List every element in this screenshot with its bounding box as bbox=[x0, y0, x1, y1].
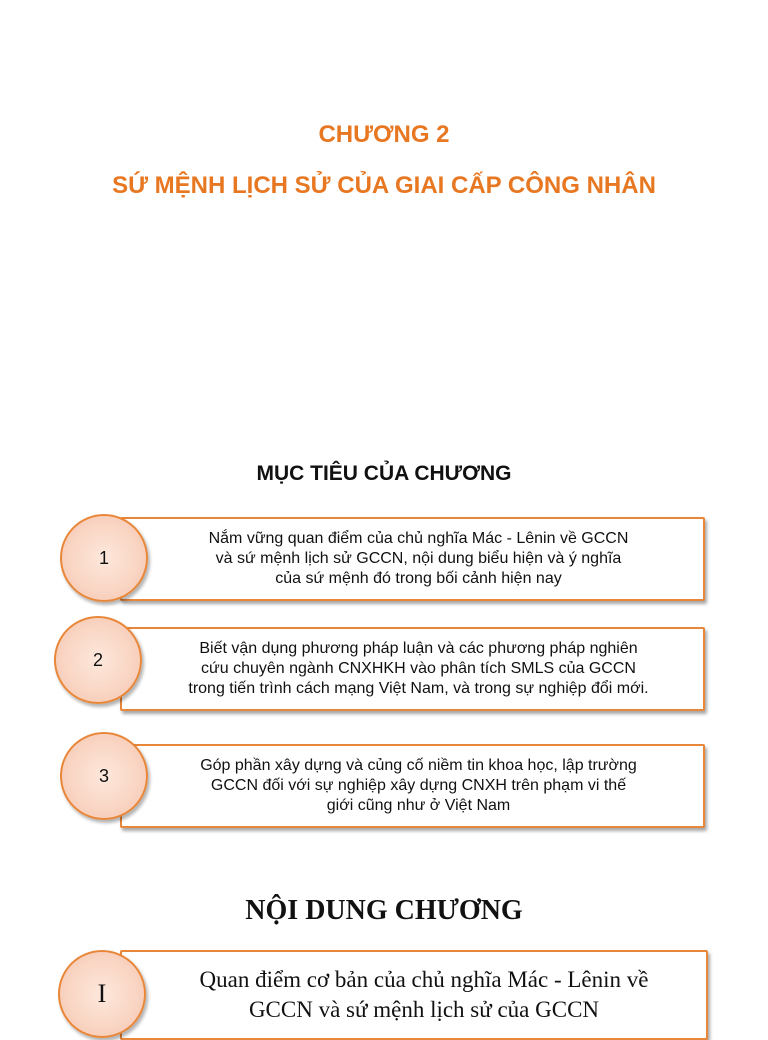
objective-card-2 bbox=[120, 627, 705, 711]
chapter-number: CHƯƠNG 2 bbox=[318, 121, 450, 148]
objectives-heading: MỤC TIÊU CỦA CHƯƠNG bbox=[256, 462, 512, 485]
objective-card-1 bbox=[120, 517, 705, 601]
content-text-1: Quan điểm cơ bản của chủ nghĩa Mác - Lênin về GCCN và sứ mệnh lịch sử của GCCN bbox=[199, 967, 649, 1022]
objective-marker-1: 1 bbox=[60, 514, 148, 602]
objective-text-2: Biết vận dụng phương pháp luận và các phương pháp nghiên cứu chuyên ngành CNXHKH vào phân tích SMLS của GCCN trong tiến trình cách mạng Việt Nam, và trong sự nghiệp đổi mới. bbox=[188, 640, 649, 697]
objective-marker-2: 2 bbox=[54, 616, 142, 704]
objective-marker-3: 3 bbox=[60, 732, 148, 820]
content-marker-1: I bbox=[58, 950, 146, 1038]
content-card-1 bbox=[120, 950, 708, 1040]
chapter-title: SỨ MỆNH LỊCH SỬ CỦA GIAI CẤP CÔNG NHÂN bbox=[112, 172, 656, 199]
contents-heading: NỘI DUNG CHƯƠNG bbox=[245, 895, 523, 926]
objective-text-1: Nắm vững quan điểm của chủ nghĩa Mác - Lênin về GCCN và sứ mệnh lịch sử GCCN, nội dung biểu hiện và ý nghĩa của sứ mệnh đó trong bối cảnh hiện nay bbox=[208, 530, 629, 587]
objective-card-3 bbox=[120, 744, 705, 828]
objective-text-3: Góp phần xây dựng và củng cố niềm tin khoa học, lập trường GCCN đối với sự nghiệp xây dựng CNXH trên phạm vi thế giới cũng như ở Việt Nam bbox=[200, 757, 637, 814]
